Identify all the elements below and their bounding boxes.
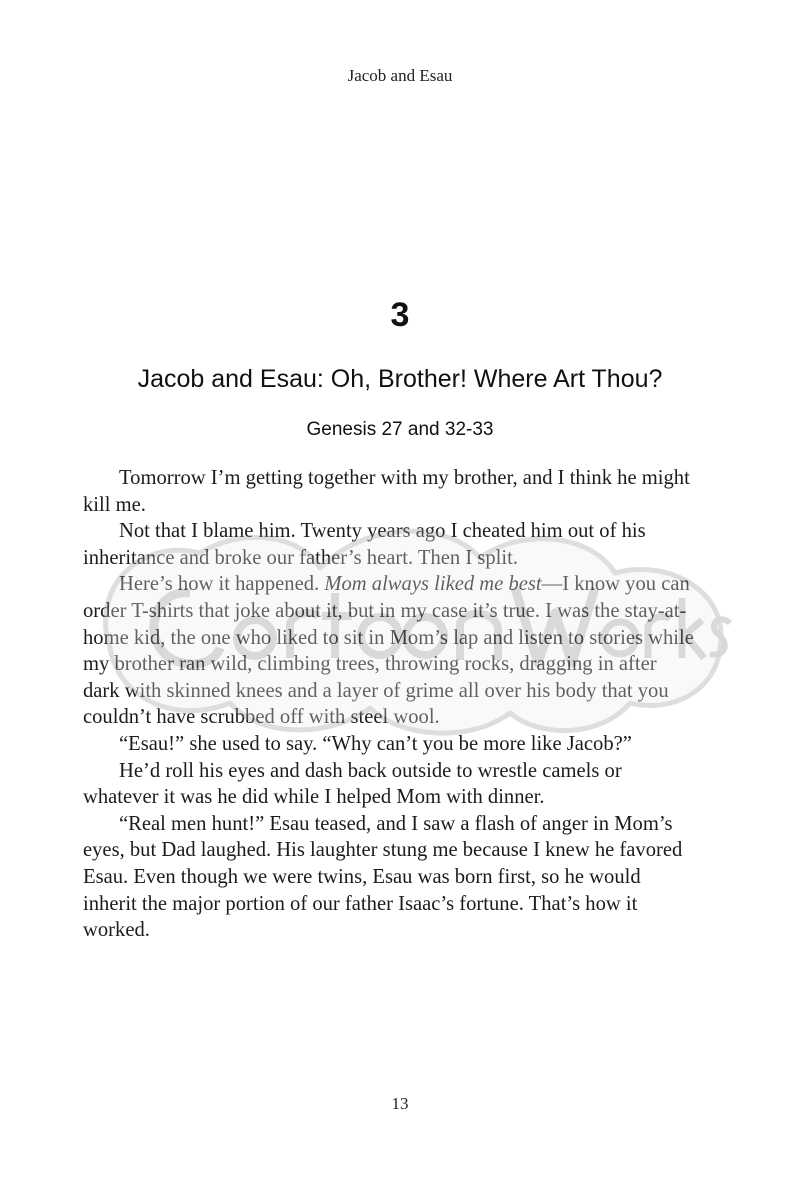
chapter-title: Jacob and Esau: Oh, Brother! Where Art Thou?: [137, 365, 663, 393]
paragraph-5: He’d roll his eyes and dash back outside to wrestle camels or whatever it was he did while I helped Mom with dinner.: [83, 759, 622, 809]
paragraph-4: “Esau!” she used to say. “Why can’t you be more like Jacob?”: [119, 732, 632, 755]
paragraph-3-start: Here’s how it happened.: [119, 573, 325, 596]
chapter-number: 3: [390, 296, 410, 334]
paragraph-3: [83, 571, 695, 731]
paragraph-3-rest: —I know you can order T-shirts that joke about it, but in my case it’s true. I was the stay-at-home kid, the one who liked to sit in Mom’s lap and listen to stories while my brother ran wild, climbing trees, throwing rocks, dragging in after dark with skinned knees and a layer of grime all over his body that you couldn’t have scrubbed off with steel wool.: [83, 573, 694, 729]
running-head: Jacob and Esau: [347, 66, 453, 85]
paragraph-6: “Real men hunt!” Esau teased, and I saw a flash of anger in Mom’s eyes, but Dad laughed. His laughter stung me because I knew he favored Esau. Even though we were twins, Esau was born first, so he would inherit the major portion of our father Isaac’s fortune. That’s how it worked.: [83, 812, 683, 942]
paragraph-3-italic: Mom always liked me best: [324, 573, 542, 596]
paragraph-2: Not that I blame him. Twenty years ago I cheated him out of his inheritance and broke our father’s heart. Then I split.: [83, 520, 646, 569]
page-number: 13: [391, 1094, 409, 1113]
chapter-body: [83, 465, 695, 944]
paragraph-1: Tomorrow I’m getting together with my brother, and I think he might kill me.: [83, 467, 690, 516]
chapter-subtitle: Genesis 27 and 32-33: [306, 419, 494, 440]
